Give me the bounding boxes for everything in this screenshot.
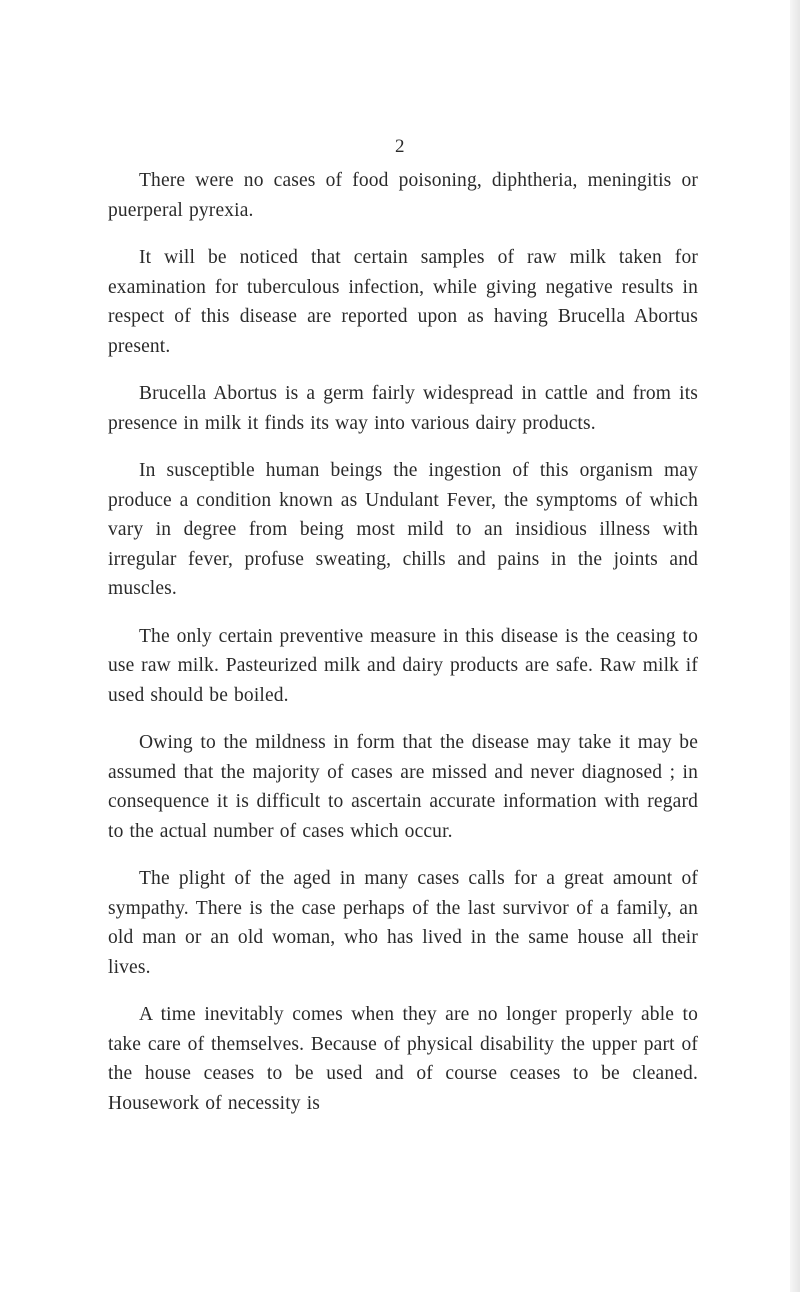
body-text (108, 166, 698, 1136)
paragraph: Owing to the mildness in form that the disease may take it may be assumed that the majority of cases are missed and never diagnosed ; in consequence it is difficult to ascertain accurate information with regard to the actual number of cases which occur. (108, 732, 698, 842)
paragraph: The only certain preventive measure in this disease is the ceasing to use raw milk. Pasteurized milk and dairy products are safe. Raw milk if used should be boiled. (108, 625, 698, 706)
page-edge-shadow (790, 0, 800, 1292)
paragraph: There were no cases of food poisoning, diphtheria, meningitis or puerperal pyrexia. (108, 170, 698, 221)
paragraph: In susceptible human beings the ingestion of this organism may produce a condition known as Undulant Fever, the symptoms of which vary in degree from being most mild to an insidious illness with irregular fever, profuse sweating, chills and pains in the joints and muscles. (108, 460, 698, 599)
paragraph: A time inevitably comes when they are no longer properly able to take care of themselves. Because of physical disability the upper part of the house ceases to be used and of course ceases to be cleaned. Housework of necessity is (108, 1004, 698, 1114)
paragraph: It will be noticed that certain samples of raw milk taken for examination for tuberculous infection, while giving negative results in respect of this disease are reported upon as having Brucella Abortus present. (108, 247, 698, 357)
paragraph: Brucella Abortus is a germ fairly widespread in cattle and from its presence in milk it finds its way into various dairy products. (108, 383, 698, 434)
page-number: 2 (395, 136, 405, 157)
paragraph: The plight of the aged in many cases calls for a great amount of sympathy. There is the case perhaps of the last survivor of a family, an old man or an old woman, who has lived in the same house all their lives. (108, 868, 698, 978)
